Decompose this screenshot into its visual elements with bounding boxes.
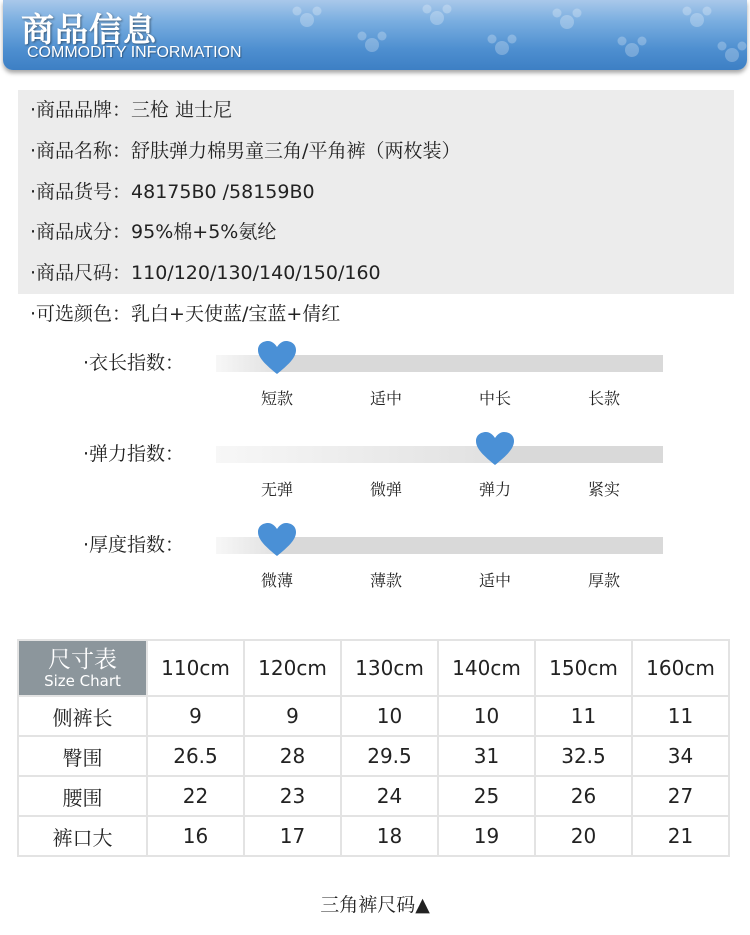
index-label: ·衣长指数： — [83, 352, 185, 374]
size-header-cell: 120cm — [245, 641, 340, 695]
table-cell: 17 — [245, 817, 340, 855]
section-subtitle: COMMODITY INFORMATION — [27, 44, 242, 61]
table-cell: 24 — [342, 777, 437, 815]
product-info-list — [18, 90, 734, 335]
table-cell: 31 — [439, 737, 534, 775]
info-colors: ·可选颜色：乳白+天使蓝/宝蓝+倩红 — [30, 302, 341, 325]
index-bar-fill — [216, 446, 495, 463]
heart-marker-icon — [258, 341, 296, 375]
info-name: ·商品名称：舒肤弹力棉男童三角/平角裤（两枚装） — [18, 131, 734, 172]
index-label: ·弹力指数： — [83, 443, 185, 465]
size-chart-subtitle: Size Chart — [44, 672, 121, 690]
index-tick: 长款 — [587, 389, 621, 408]
length-index — [0, 351, 750, 431]
index-tick: 短款 — [260, 389, 294, 408]
size-chart-table — [17, 639, 730, 857]
table-cell: 25 — [439, 777, 534, 815]
table-row — [19, 817, 728, 855]
table-cell: 22 — [148, 777, 243, 815]
index-tick: 适中 — [478, 571, 512, 590]
table-cell: 34 — [633, 737, 728, 775]
info-material: ·商品成分：95%棉+5%氨纶 — [18, 212, 734, 253]
thickness-index — [0, 533, 750, 613]
info-brand: ·商品品牌：三枪 迪士尼 — [18, 90, 734, 131]
size-header-row — [19, 641, 728, 695]
table-cell: 32.5 — [536, 737, 631, 775]
table-cell: 9 — [245, 697, 340, 735]
heart-marker-icon — [258, 523, 296, 557]
index-tick: 厚款 — [587, 571, 621, 590]
info-item-number: ·商品货号：48175B0 /58159B0 — [18, 172, 734, 213]
table-cell: 18 — [342, 817, 437, 855]
size-header-cell: 110cm — [148, 641, 243, 695]
size-header-cell: 160cm — [633, 641, 728, 695]
index-tick: 适中 — [369, 389, 403, 408]
table-cell: 9 — [148, 697, 243, 735]
table-cell: 16 — [148, 817, 243, 855]
size-chart-caption: 三角裤尺码▲ — [320, 894, 430, 916]
table-cell: 27 — [633, 777, 728, 815]
table-cell: 10 — [342, 697, 437, 735]
table-cell: 19 — [439, 817, 534, 855]
table-cell: 21 — [633, 817, 728, 855]
table-cell: 10 — [439, 697, 534, 735]
header-banner — [3, 0, 747, 70]
table-cell: 26.5 — [148, 737, 243, 775]
elasticity-index — [0, 442, 750, 522]
table-cell: 28 — [245, 737, 340, 775]
table-cell: 29.5 — [342, 737, 437, 775]
table-row — [19, 777, 728, 815]
index-bar — [216, 446, 663, 463]
table-cell: 26 — [536, 777, 631, 815]
size-header-cell: 150cm — [536, 641, 631, 695]
index-tick: 紧实 — [587, 480, 621, 499]
index-tick: 薄款 — [369, 571, 403, 590]
section-title: 商品信息 — [21, 10, 157, 49]
table-cell: 11 — [536, 697, 631, 735]
mickey-pattern-decoration — [277, 0, 747, 70]
index-tick: 无弹 — [260, 480, 294, 499]
index-tick: 微弹 — [369, 480, 403, 499]
row-label: 腰围 — [19, 777, 146, 815]
index-tick: 弹力 — [478, 480, 512, 499]
index-tick: 微薄 — [260, 571, 294, 590]
table-cell: 11 — [633, 697, 728, 735]
size-header-cell: 140cm — [439, 641, 534, 695]
size-chart-corner — [19, 641, 146, 695]
table-cell: 20 — [536, 817, 631, 855]
row-label: 臀围 — [19, 737, 146, 775]
row-label: 裤口大 — [19, 817, 146, 855]
table-row — [19, 737, 728, 775]
index-label: ·厚度指数： — [83, 534, 185, 556]
table-row — [19, 697, 728, 735]
info-sizes: ·商品尺码：110/120/130/140/150/160 — [18, 253, 734, 294]
size-header-cell: 130cm — [342, 641, 437, 695]
heart-marker-icon — [476, 432, 514, 466]
size-chart-title: 尺寸表 — [48, 647, 117, 673]
index-tick: 中长 — [478, 389, 512, 408]
row-label: 侧裤长 — [19, 697, 146, 735]
table-cell: 23 — [245, 777, 340, 815]
